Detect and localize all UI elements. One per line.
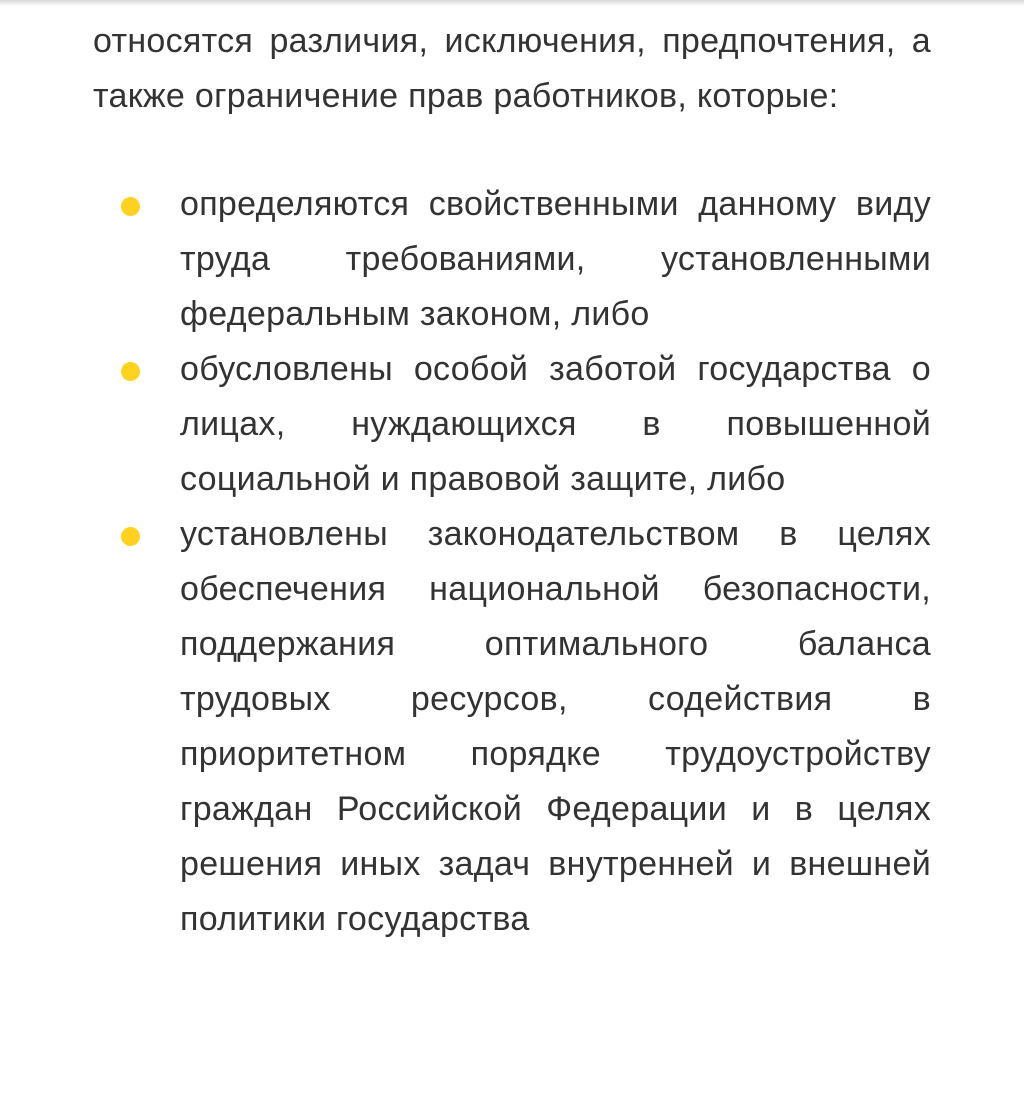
article-body [93,14,931,947]
list-item [180,342,931,507]
list-item-text: обусловлены особой заботой государства о лицах, нуждающихся в повышенной социальной и правовой защите, либо [180,350,931,498]
criteria-list [93,177,931,947]
bullet-dot-icon [121,197,140,216]
intro-paragraph: относятся различия, исключения, предпочтения, а также ограничение прав работников, которые: [93,22,931,115]
list-item-text: установлены законодательством в целях обеспечения национальной безопасности, поддержания оптимального баланса трудовых ресурсов, содействия в приоритетном порядке трудоустройству граждан Российской Федерации и в целях решения иных задач внутренней и внешней политики государства [180,515,931,938]
list-item [180,177,931,342]
top-edge-shadow [0,0,1024,6]
bullet-dot-icon [121,362,140,381]
list-item [180,507,931,947]
list-item-text: определяются свойственными данному виду труда требованиями, установленными федеральным законом, либо [180,185,931,333]
bullet-dot-icon [121,527,140,546]
